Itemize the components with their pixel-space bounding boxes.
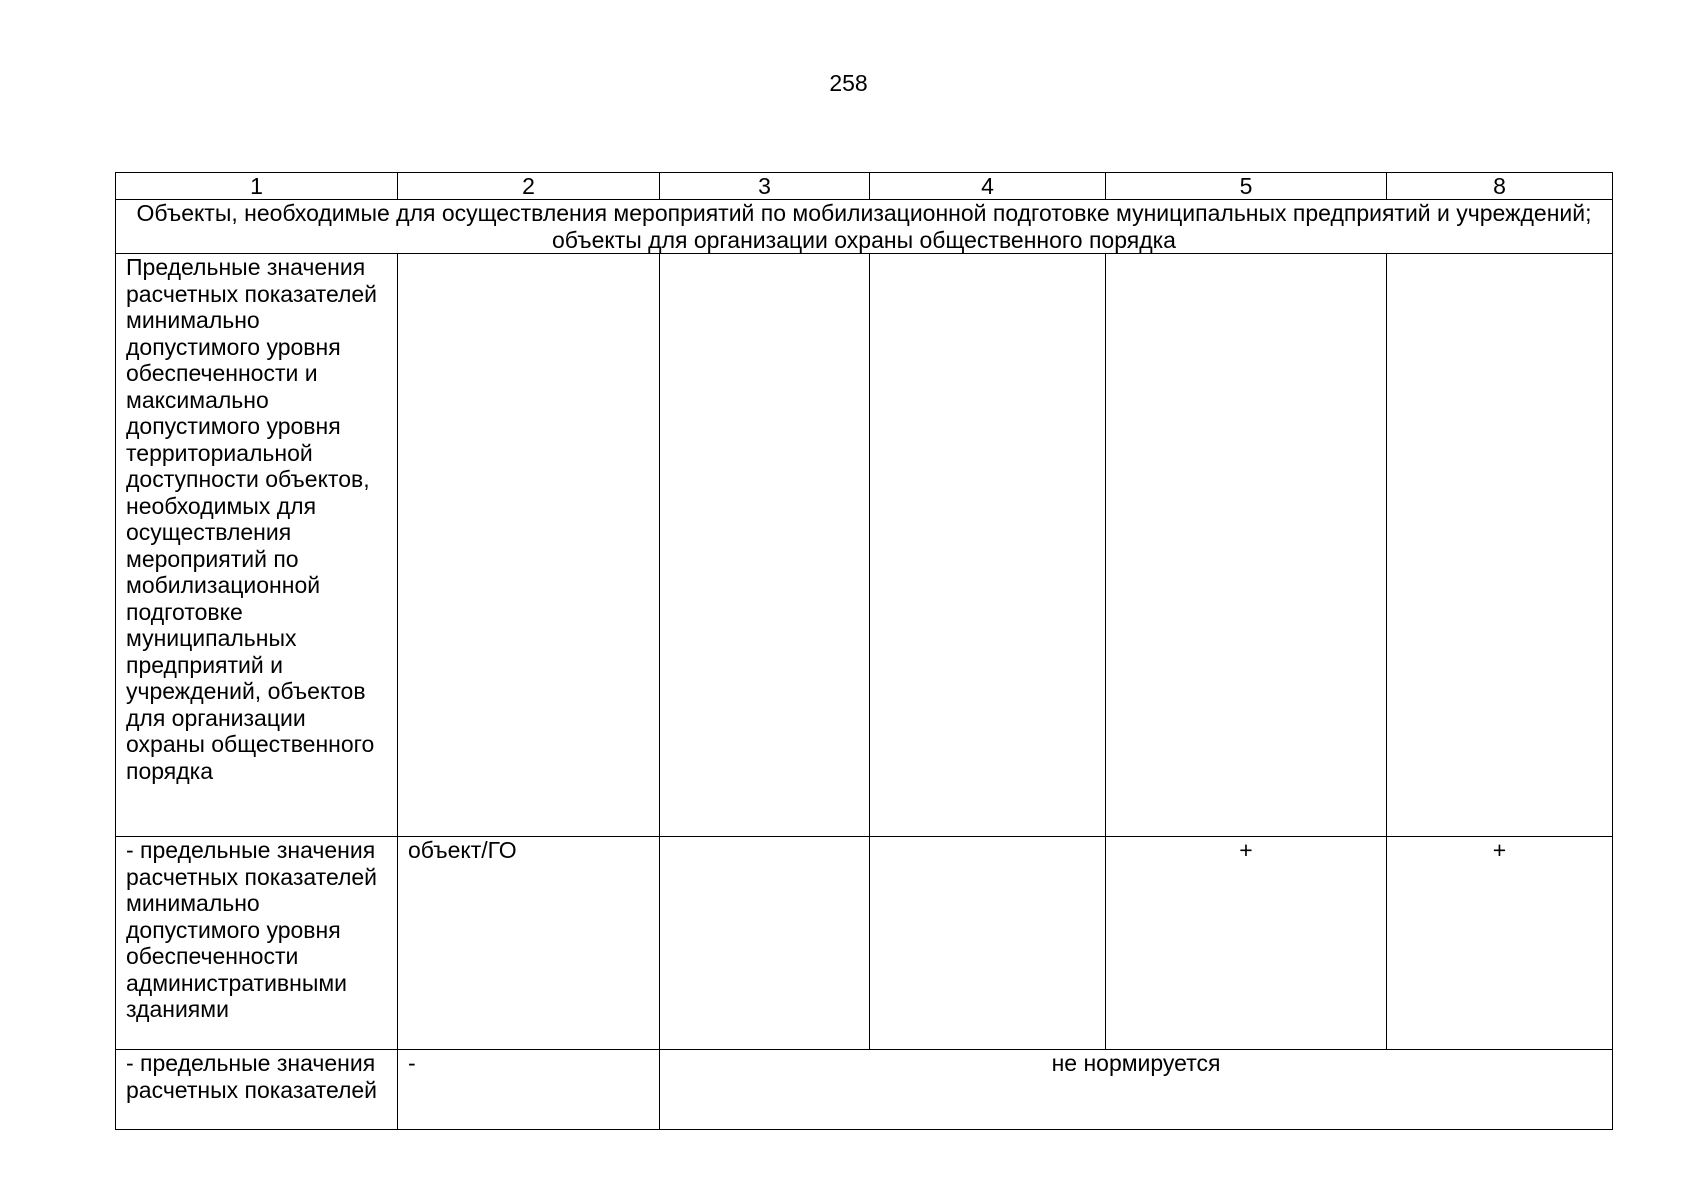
table-row [116,254,1613,837]
header-col-4: 4 [870,173,1106,200]
unit-cell: - [398,1050,660,1130]
section-title-row [116,200,1613,254]
header-col-5: 5 [1106,173,1387,200]
indicator-cell: - предельные значения расчетных показателей минимально допустимого уровня обеспеченности административными зданиями [116,837,398,1050]
header-col-2: 2 [398,173,660,200]
header-col-3: 3 [660,173,870,200]
standards-table [115,172,1613,1130]
col8-cell [1387,254,1613,837]
merged-value-cell: не нормируется [660,1050,1613,1130]
table-row [116,837,1613,1050]
header-col-8: 8 [1387,173,1613,200]
col3-cell [660,254,870,837]
table-header-row [116,173,1613,200]
section-title: Объекты, необходимые для осуществления мероприятий по мобилизационной подготовке муниципальных предприятий и учреждений; объекты для организации охраны общественного порядка [116,200,1613,254]
col4-cell [870,837,1106,1050]
indicator-cell: Предельные значения расчетных показателей минимально допустимого уровня обеспеченности и максимально допустимого уровня территориальной доступности объектов, необходимых для осуществления мероприятий по мобилизационной подготовке муниципальных предприятий и учреждений, объектов для организации охраны общественного порядка [116,254,398,837]
unit-cell [398,254,660,837]
header-col-1: 1 [116,173,398,200]
page-number: 258 [829,70,868,96]
col3-cell [660,837,870,1050]
col5-cell: + [1106,837,1387,1050]
indicator-cell: - предельные значения расчетных показателей [116,1050,398,1130]
unit-cell: объект/ГО [398,837,660,1050]
col5-cell [1106,254,1387,837]
col8-cell: + [1387,837,1613,1050]
col4-cell [870,254,1106,837]
table-row [116,1050,1613,1130]
